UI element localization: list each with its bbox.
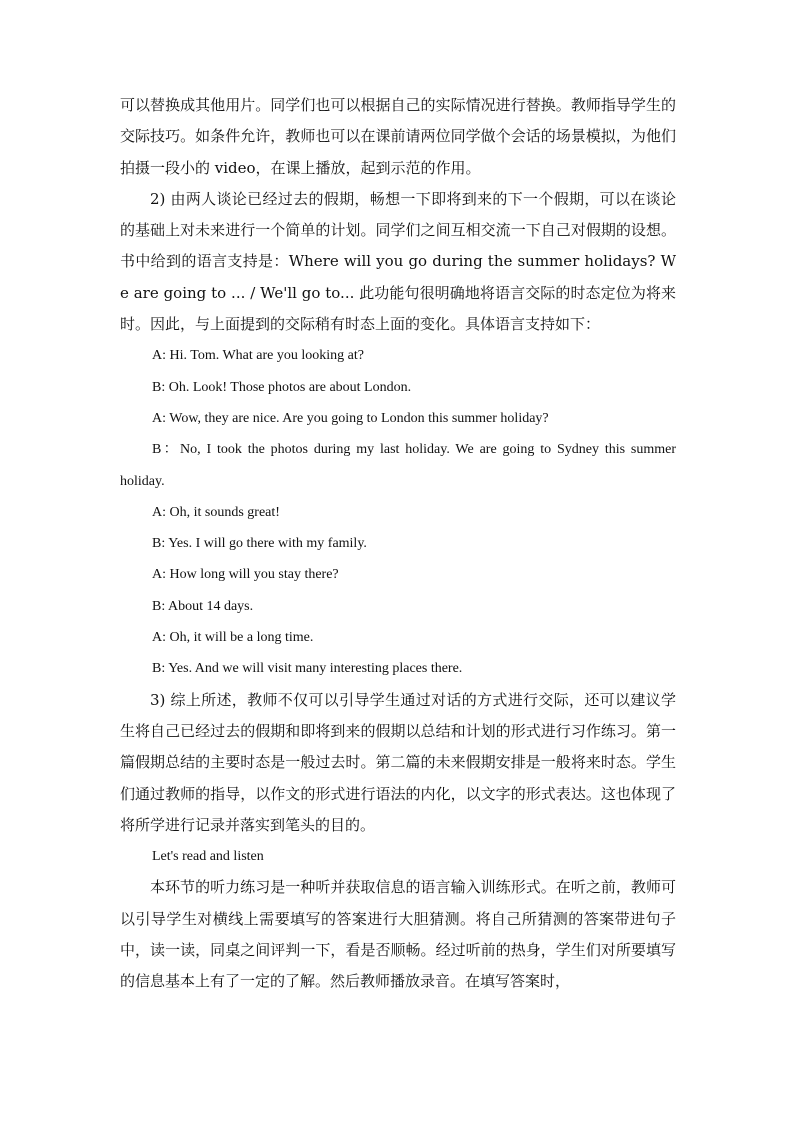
dialogue-line: B: Yes. And we will visit many interesting places there. [152,661,463,677]
document-body [120,90,676,998]
paragraph-point-3: 3) 综上所述，教师不仅可以引导学生通过对话的方式进行交际，还可以建议学生将自己已经过去的假期和即将到来的假期以总结和计划的形式进行习作练习。第一篇假期总结的主要时态是一般过去时。第二篇的未来假期安排是一般将来时态。学生们通过教师的指导，以作文的形式进行语法的内化，以文字的形式表达。这也体现了将所学进行记录并落实到笔头的目的。 [120,690,676,834]
dialogue-line: B: Yes. I will go there with my family. [152,536,367,552]
paragraph-listening: 本环节的听力练习是一种听并获取信息的语言输入训练形式。在听之前，教师可以引导学生对横线上需要填写的答案进行大胆猜测。将自己所猜测的答案带进句子中，读一读，同桌之间评判一下，看是否顺畅。经过听前的热身，学生们对所要填写的信息基本上有了一定的了解。然后教师播放录音。在填写答案时， [120,878,676,991]
dialogue-line: A: How long will you stay there? [152,567,339,583]
dialogue-line: B：No, I took the photos during my last holiday. We are going to Sydney this summer holiday. [120,442,676,489]
dialogue-line: A: Oh, it sounds great! [152,504,280,520]
dialogue-block [120,340,676,684]
dialogue-line: B: Oh. Look! Those photos are about London. [152,379,412,395]
paragraph-intro: 可以替换成其他用片。同学们也可以根据自己的实际情况进行替换。教师指导学生的交际技巧。如条件允许，教师也可以在课前请两位同学做个会话的场景模拟，为他们拍摄一段小的 video，在课上播放，起到示范的作用。 [120,96,676,177]
paragraph-point-2: 2) 由两人谈论已经过去的假期，畅想一下即将到来的下一个假期，可以在谈论的基础上对未来进行一个简单的计划。同学们之间互相交流一下自己对假期的设想。书中给到的语言支持是：Where will you go during the summer holidays? We are going to ... / We'll go to... 此功能句很明确地将语言交际的时态定位为将来时。因此，与上面提到的交际稍有时态上面的变化。具体语言支持如下： [120,189,676,334]
dialogue-line: A: Oh, it will be a long time. [152,630,314,646]
dialogue-line: B: About 14 days. [152,598,254,614]
section-heading: Let's read and listen [152,849,264,865]
dialogue-line: A: Wow, they are nice. Are you going to London this summer holiday? [152,410,549,426]
dialogue-line: A: Hi. Tom. What are you looking at? [152,348,364,364]
